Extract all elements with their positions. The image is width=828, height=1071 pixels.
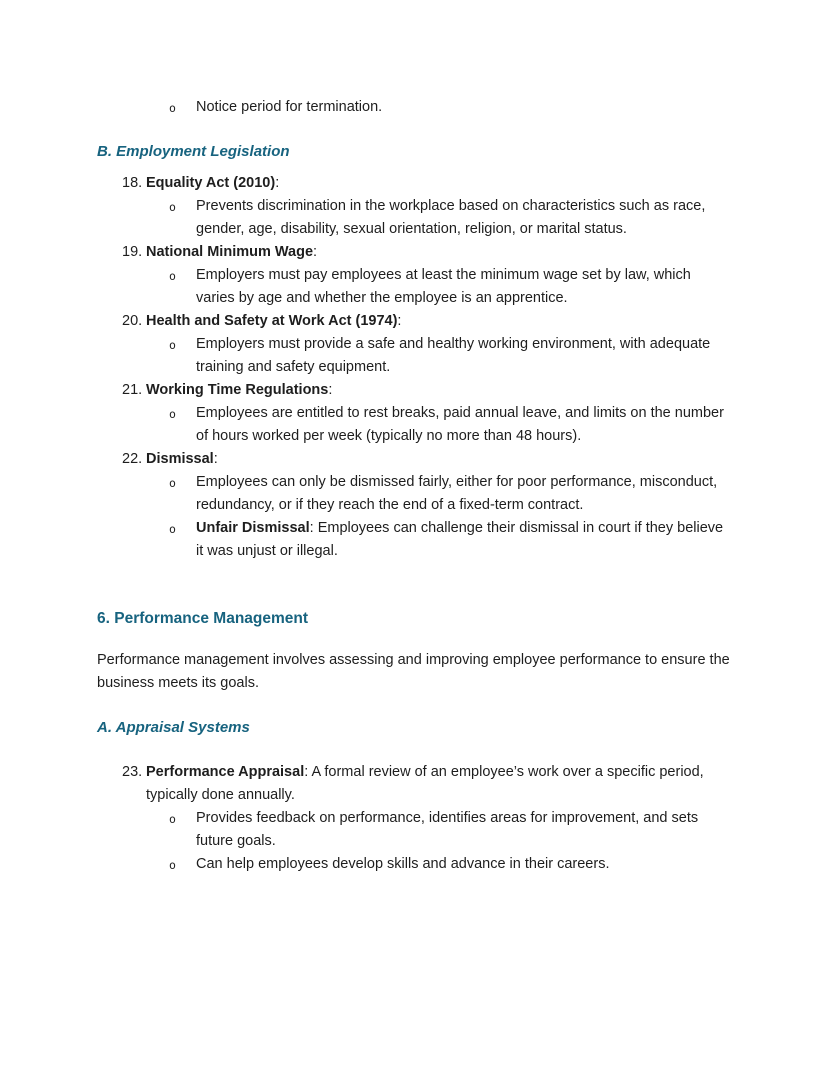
numbered-item-18 <box>97 172 731 195</box>
numbered-item-23 <box>97 761 731 807</box>
bullet-text <box>196 856 609 872</box>
item-term: Dismissal <box>146 451 214 467</box>
item-number: 19. <box>122 244 143 260</box>
bullet-item <box>97 471 731 517</box>
bullet-rest: Employees can only be dismissed fairly, either for poor performance, misconduct, redundancy, or if they reach the end of a fixed-term contract. <box>196 474 718 513</box>
bullet-item <box>97 195 731 241</box>
item-rest: : A formal review of an employee’s work over a specific period, typically done annually. <box>146 764 704 803</box>
bullet-rest: Prevents discrimination in the workplace based on characteristics such as race, gender, age, disability, sexual orientation, religion, or marital status. <box>196 198 706 237</box>
bullet-text <box>196 810 698 849</box>
item-number: 20. <box>122 313 143 329</box>
item-text <box>146 382 332 398</box>
item-rest: : <box>275 175 280 191</box>
section-heading-performance-management: 6. Performance Management <box>97 610 309 627</box>
bullet-rest: Employers must provide a safe and healthy working environment, with adequate training and safety equipment. <box>196 336 711 375</box>
numbered-item-19 <box>97 241 731 264</box>
bullet-item <box>97 264 731 310</box>
item-term: Health and Safety at Work Act (1974) <box>146 313 398 329</box>
item-term: Working Time Regulations <box>146 382 329 398</box>
bullet-text <box>196 336 710 375</box>
item-number: 18. <box>122 175 143 191</box>
item-rest: : <box>328 382 333 398</box>
circle-bullet-marker: o <box>169 406 176 421</box>
item-term: National Minimum Wage <box>146 244 314 260</box>
bullet-text <box>196 520 723 559</box>
numbered-item-20 <box>97 310 731 333</box>
bullet-rest: Provides feedback on performance, identifies areas for improvement, and sets future goals. <box>196 810 699 849</box>
circle-bullet-marker: o <box>169 100 176 115</box>
intro-paragraph: Performance management involves assessing and improving employee performance to ensure the business meets its goals. <box>97 652 730 691</box>
bullet-item <box>97 853 731 876</box>
circle-bullet-marker: o <box>169 857 176 872</box>
bullet-text <box>196 198 705 237</box>
bullet-rest: Employees are entitled to rest breaks, paid annual leave, and limits on the number of hours worked per week (typically no more than 48 hours). <box>196 405 724 444</box>
bullet-text <box>196 405 724 444</box>
bullet-item <box>97 517 731 563</box>
bullet-rest: : Employees can challenge their dismissal in court if they believe it was unjust or illegal. <box>196 520 724 559</box>
circle-bullet-marker: o <box>169 811 176 826</box>
bullet-text <box>196 474 717 513</box>
section-heading-appraisal-systems: A. Appraisal Systems <box>97 719 250 736</box>
item-number: 23. <box>122 764 143 780</box>
item-rest: : <box>313 244 318 260</box>
item-text <box>146 764 704 803</box>
item-term: Performance Appraisal <box>146 764 305 780</box>
item-rest: : <box>397 313 402 329</box>
bullet-rest: Employers must pay employees at least the minimum wage set by law, which varies by age and whether the employee is an apprentice. <box>196 267 691 306</box>
bullet-text <box>196 267 691 306</box>
bullet-item <box>97 402 731 448</box>
circle-bullet-marker: o <box>169 268 176 283</box>
bullet-item <box>97 96 731 119</box>
item-number: 22. <box>122 451 143 467</box>
circle-bullet-marker: o <box>169 199 176 214</box>
bullet-rest: Can help employees develop skills and advance in their careers. <box>196 856 610 872</box>
numbered-item-21 <box>97 379 731 402</box>
item-term: Equality Act (2010) <box>146 175 276 191</box>
item-text <box>146 175 279 191</box>
bullet-text: Notice period for termination. <box>196 99 383 115</box>
bullet-item <box>97 333 731 379</box>
item-rest: : <box>213 451 218 467</box>
numbered-item-22 <box>97 448 731 471</box>
circle-bullet-marker: o <box>169 521 176 536</box>
circle-bullet-marker: o <box>169 475 176 490</box>
section-heading-employment-legislation: B. Employment Legislation <box>97 143 290 160</box>
circle-bullet-marker: o <box>169 337 176 352</box>
item-text <box>146 313 401 329</box>
bullet-term: Unfair Dismissal <box>196 520 310 536</box>
item-text <box>146 451 218 467</box>
bullet-item <box>97 807 731 853</box>
item-text <box>146 244 317 260</box>
item-number: 21. <box>122 382 143 398</box>
